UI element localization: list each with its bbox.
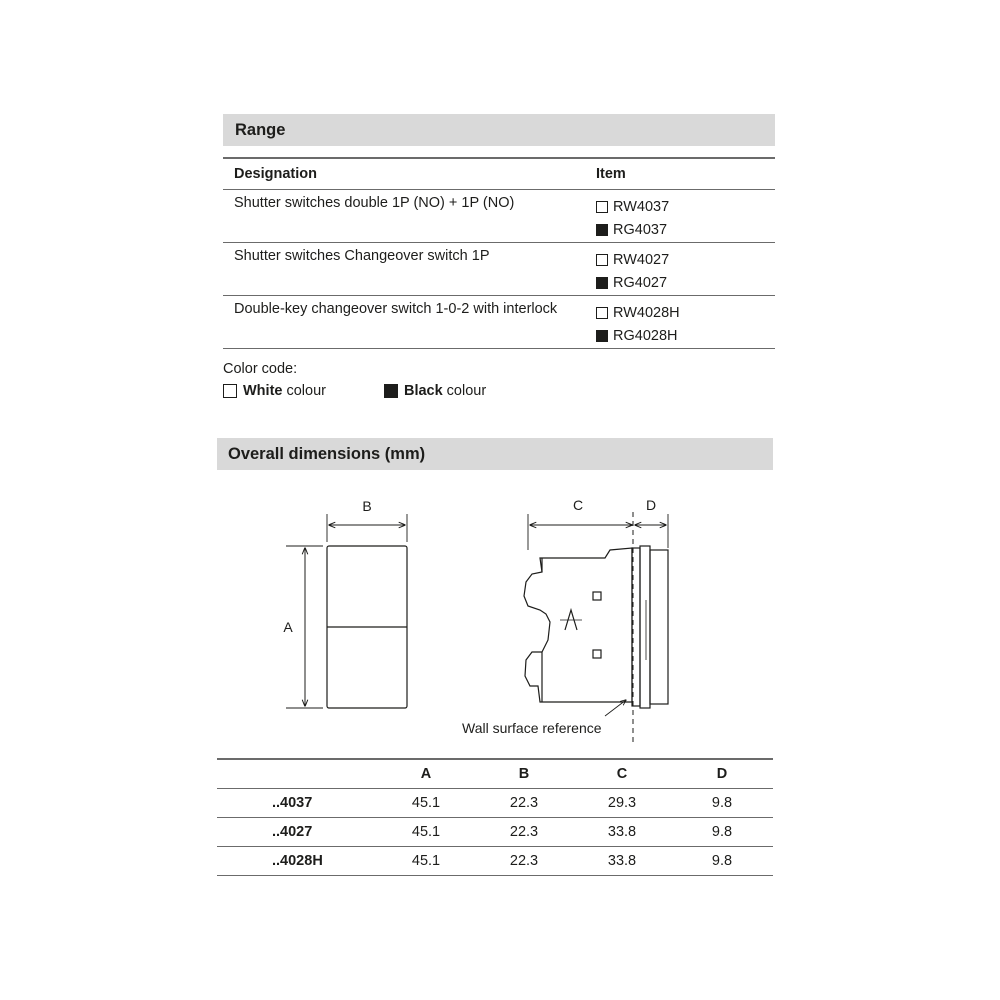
- white-swatch-icon: [596, 254, 608, 266]
- range-row: [223, 243, 775, 296]
- item-entry: [596, 219, 775, 243]
- header-a: A: [420, 766, 432, 782]
- item-entry: [596, 248, 775, 272]
- item-code: RW4028H: [613, 304, 680, 321]
- dimension-b-label: B: [362, 498, 372, 514]
- value-c: 33.8: [607, 824, 637, 840]
- dimension-c-label: C: [572, 497, 584, 513]
- value-d: 9.8: [711, 824, 733, 840]
- white-label: White: [243, 383, 283, 399]
- item-code: RG4027: [613, 275, 668, 292]
- white-swatch-icon: [223, 384, 237, 398]
- white-swatch-icon: [596, 307, 608, 319]
- black-swatch-icon: [596, 277, 608, 289]
- header-blank: [217, 759, 377, 789]
- item-code: RW4027: [613, 251, 670, 268]
- item-code: RG4037: [613, 222, 668, 239]
- value-c: 33.8: [607, 853, 637, 869]
- table-row: [217, 818, 773, 847]
- value-d: 9.8: [711, 795, 733, 811]
- dimension-drawings: [260, 490, 740, 750]
- value-c: 29.3: [607, 795, 637, 811]
- product-code: ..4027: [272, 824, 313, 840]
- designation-column-header: Designation: [234, 166, 317, 182]
- value-a: 45.1: [411, 853, 441, 869]
- header-b: B: [518, 766, 530, 782]
- designation-text: Double-key changeover switch 1-0-2 with interlock: [234, 301, 558, 317]
- wall-surface-reference-label: Wall surface reference: [462, 720, 602, 736]
- value-a: 45.1: [411, 824, 441, 840]
- value-a: 45.1: [411, 795, 441, 811]
- black-swatch-icon: [596, 224, 608, 236]
- value-b: 22.3: [509, 824, 539, 840]
- white-colour-entry: [223, 383, 326, 399]
- product-code: ..4028H: [272, 853, 323, 869]
- range-row: [223, 296, 775, 349]
- item-entry: [596, 301, 775, 325]
- item-entry: [596, 195, 775, 219]
- item-code: RG4028H: [613, 328, 678, 345]
- dimension-a-label: A: [283, 619, 293, 635]
- black-swatch-icon: [384, 384, 398, 398]
- dimensions-table: [217, 758, 773, 876]
- dimensions-section-title: Overall dimensions (mm): [217, 438, 773, 470]
- header-c: C: [616, 766, 628, 782]
- table-row: [217, 789, 773, 818]
- range-table: [223, 157, 775, 349]
- white-colour-word: colour: [286, 383, 326, 399]
- white-swatch-icon: [596, 201, 608, 213]
- value-b: 22.3: [509, 853, 539, 869]
- black-colour-word: colour: [446, 383, 487, 399]
- item-entry: [596, 272, 775, 296]
- range-row: [223, 190, 775, 243]
- designation-text: Shutter switches Changeover switch 1P: [234, 248, 490, 264]
- header-d: D: [716, 766, 728, 782]
- side-view-drawing: [524, 514, 668, 708]
- range-section-title: Range: [223, 114, 775, 146]
- black-colour-entry: [384, 383, 486, 399]
- black-label: Black: [403, 383, 443, 399]
- dimensions-header-row: [217, 759, 773, 789]
- item-code: RW4037: [613, 198, 670, 215]
- item-entry: [596, 325, 775, 349]
- designation-text: Shutter switches double 1P (NO) + 1P (NO): [234, 195, 515, 211]
- value-d: 9.8: [711, 853, 733, 869]
- black-swatch-icon: [596, 330, 608, 342]
- item-column-header: Item: [596, 166, 626, 182]
- range-table-header: [223, 157, 775, 190]
- value-b: 22.3: [509, 795, 539, 811]
- color-code-legend: [223, 361, 486, 399]
- product-code: ..4037: [272, 795, 313, 811]
- dimension-d-label: D: [645, 497, 657, 513]
- table-row: [217, 847, 773, 876]
- color-code-label: Color code:: [223, 361, 298, 377]
- front-view-drawing: [286, 514, 407, 708]
